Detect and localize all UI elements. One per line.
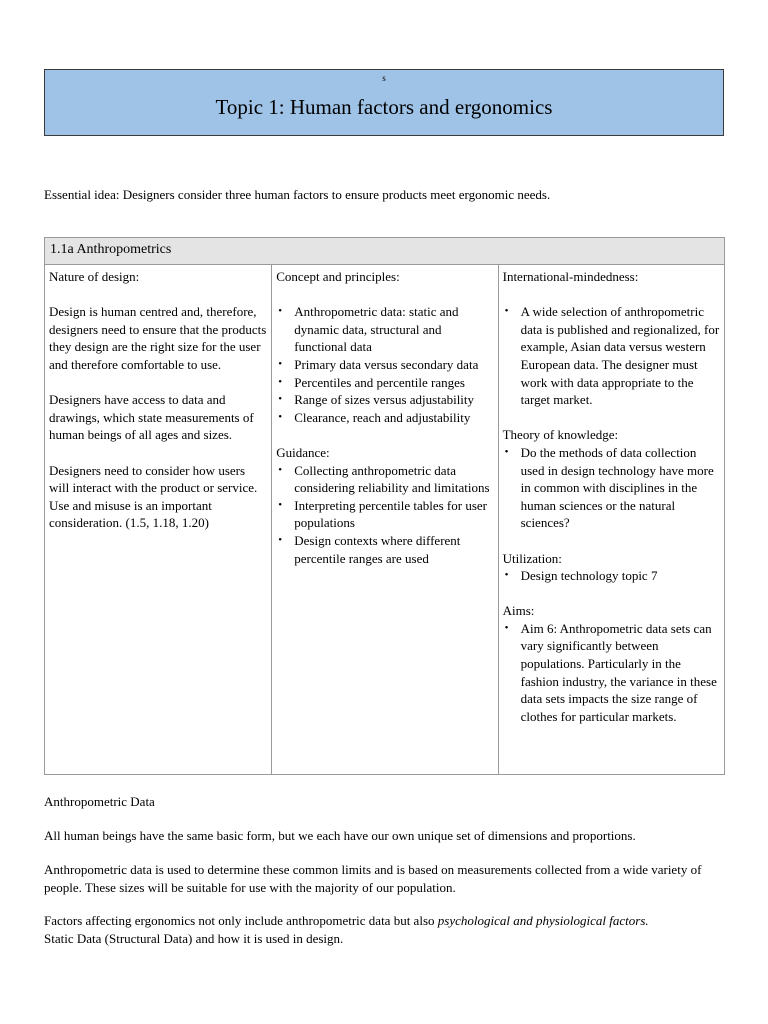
body-paragraph-2: Anthropometric data is used to determine these common limits and is based on measurements collected from a wide variety of people. These sizes will be suitable for use with the majority of our population. (44, 862, 702, 895)
header-small-text: s (382, 73, 386, 83)
concepts-column (272, 265, 498, 775)
list-item: • Range of sizes versus adjustability (290, 391, 493, 409)
body-paragraph-3 (44, 912, 734, 947)
list-item: • Aim 6: Anthropometric data sets can vary significantly between populations. Particularly in the fashion industry, the variance in these data sets impacts the size range of clothes for particular markets. (517, 620, 720, 726)
nature-paragraph-1: Design is human centred and, therefore, designers need to ensure that the products they design are the right size for the user and therefore comfortable to use. (49, 304, 267, 372)
list-item: • Interpreting percentile tables for user populations (290, 497, 493, 532)
utilization-list (503, 567, 720, 585)
list-item: • Design contexts where different percentile ranges are used (290, 532, 493, 567)
nature-paragraph-3: Designers need to consider how users will interact with the product or service. Use and misuse is an important consideration. (1.5, 1.18, 1.20) (49, 462, 258, 531)
page-title: Topic 1: Human factors and ergonomics (215, 95, 553, 119)
list-item: • Do the methods of data collection used in design technology have more in common with disciplines in the human sciences or the natural sciences? (517, 444, 720, 532)
list-item: • Clearance, reach and adjustability (290, 409, 493, 427)
title-banner (44, 69, 724, 136)
paragraph-3-line-2: Static Data (Structural Data) and how it is used in design. (44, 930, 344, 946)
concepts-list (276, 303, 493, 426)
topic-table (44, 237, 725, 775)
nature-paragraph-2: Designers have access to data and drawings, which state measurements of human beings of all ages and sizes. (49, 392, 254, 443)
topic-table-heading-cell (45, 238, 725, 265)
guidance-label: Guidance: (276, 444, 330, 460)
nature-label: Nature of design: (49, 269, 140, 284)
body-heading: Anthropometric Data (44, 794, 155, 809)
concepts-label: Concept and principles: (276, 269, 400, 284)
tok-list (503, 444, 720, 532)
paragraph-3-italic: psychological and physiological factors. (437, 913, 649, 928)
list-item: • A wide selection of anthropometric data is published and regionalized, for example, Asian data versus western European data. The designer must work with data appropriate to the target market. (517, 303, 720, 409)
paragraph-3-text: Factors affecting ergonomics not only include anthropometric data but also (44, 913, 438, 928)
aims-label: Aims: (502, 603, 535, 619)
list-item: • Percentiles and percentile ranges (290, 374, 493, 392)
list-item: • Collecting anthropometric data considering reliability and limitations (290, 462, 493, 497)
international-label: International-mindedness: (502, 269, 639, 284)
body-paragraph-1: All human beings have the same basic form, but we each have our own unique set of dimensions and proportions. (44, 828, 636, 843)
list-item: • Design technology topic 7 (517, 567, 720, 585)
international-column (498, 265, 724, 775)
aims-list (503, 620, 720, 726)
topic-table-heading: 1.1a Anthropometrics (50, 242, 172, 257)
tok-label: Theory of knowledge: (502, 427, 619, 443)
international-list (503, 303, 720, 409)
nature-of-design-column (45, 265, 272, 775)
utilization-label: Utilization: (502, 550, 562, 566)
guidance-list (276, 462, 493, 568)
list-item: • Primary data versus secondary data (290, 356, 493, 374)
list-item: • Anthropometric data: static and dynamic data, structural and functional data (290, 303, 493, 356)
essential-idea: Essential idea: Designers consider three human factors to ensure products meet ergonomic needs. (44, 187, 551, 202)
